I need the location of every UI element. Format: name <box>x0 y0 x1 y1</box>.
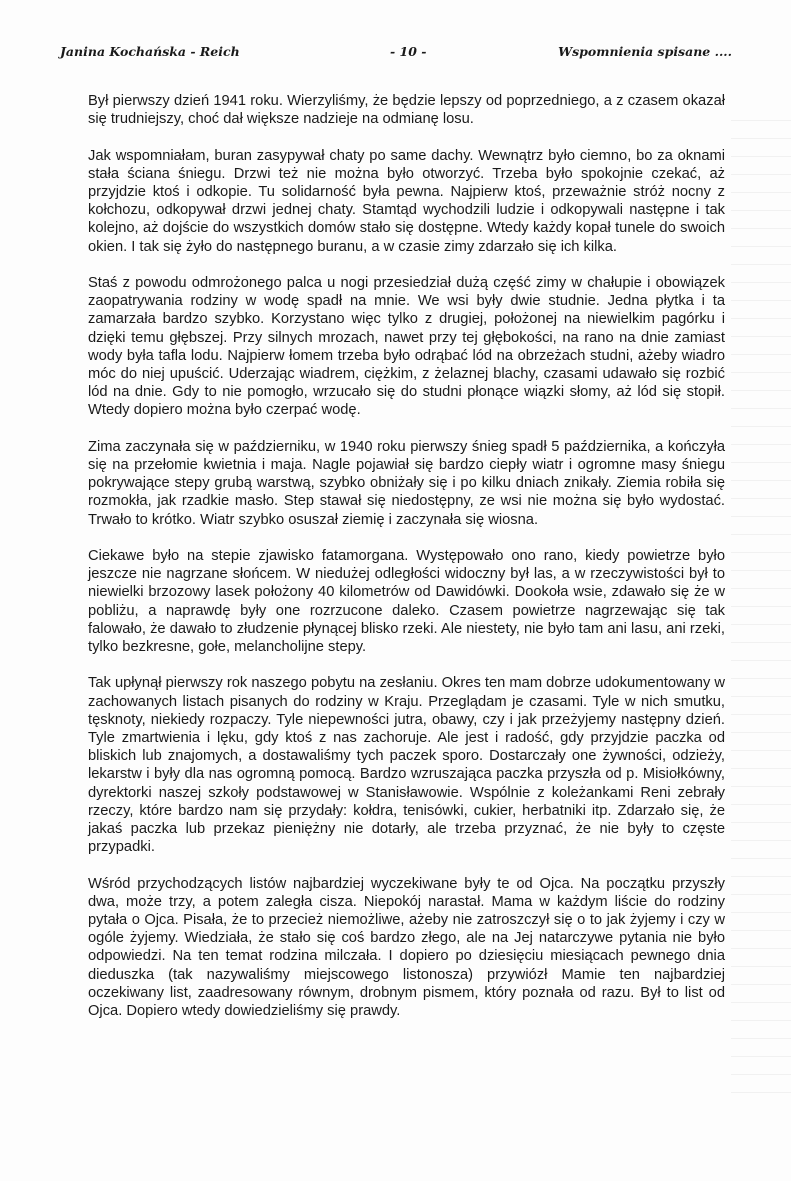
paragraph-6: Tak upłynął pierwszy rok naszego pobytu na zesłaniu. Okres ten mam dobrze udokumentowany w zachowanych listach pisanych do rodziny w Kraju. Przeglądam je czasami. Tyle w nich smutku, tęsknoty, niekiedy rozpaczy. Tyle niepewności jutra, obawy, czy i jak przeżyjemy następny dzień. Tyle zmartwienia i lęku, gdy ktoś z nas zachoruje. Ale jest i radość, gdy przyjdzie paczka od bliskich lub znajomych, a dostawaliśmy tych paczek sporo. Dostarczały one żywności, odzieży, lekarstw i były dla nas ogromną pomocą. Bardzo wzruszająca paczka przyszła od p. Misiołkówny, dyrektorki naszej szkoły podstawowej w Stanisławowie. Wspólnie z koleżankami Reni zebrały rzeczy, które bardzo nam się przydały: kołdra, tenisówki, cukier, herbatniki itp. Zdarzało się, że jakaś paczka lub przekaz pieniężny nie dotarły, ale trzeba przyznać, że nie były to częste przypadki. <box>88 675 725 856</box>
page-header <box>60 44 732 64</box>
paragraph-4: Zima zaczynała się w październiku, w 1940 roku pierwszy śnieg spadł 5 października, a kończyła się na przełomie kwietnia i maja. Nagle pojawiał się bardzo ciepły wiatr i ogromne masy śniegu pokrywające stepy grubą warstwą, szybko obniżały się i po kilku dniach znikały. Ziemia robiła się rozmokła, jak rzadkie masło. Step stawał się niedostępny, ze wsi nie można się było wydostać. Trwało to krótko. Wiatr szybko osuszał ziemię i zaczynała się wiosna. <box>88 438 725 528</box>
header-page-number: - 10 - <box>390 44 427 59</box>
header-author: Janina Kochańska - Reich <box>60 44 240 59</box>
header-series-title: Wspomnienia spisane .... <box>558 44 732 59</box>
document-body <box>88 92 725 1038</box>
paragraph-7: Wśród przychodzących listów najbardziej wyczekiwane były te od Ojca. Na początku przyszły dwa, może trzy, a potem zaległa cisza. Niepokój narastał. Mama w każdym liście do rodziny pytała o Ojca. Pisała, że to przecież niemożliwe, ażeby nie zatroszczył się o to jak żyjemy i czy w ogóle żyjemy. Wiedziała, że stało się coś bardzo złego, ale na Jej natarczywe pytania nie było odpowiedzi. Na ten temat rodzina milczała. I dopiero po dziesięciu miesiącach pewnego dnia dieduszka (tak nazywaliśmy miejscowego listonosza) przywiózł Mamie ten najbardziej oczekiwany list, zaadresowany równym, drobnym pismem, który poznała od razu. Był to list od Ojca. Dopiero wtedy dowiedzieliśmy się prawdy. <box>88 875 725 1020</box>
bleed-through-shadow <box>731 120 791 1100</box>
paragraph-5: Ciekawe było na stepie zjawisko fatamorgana. Występowało ono rano, kiedy powietrze było jeszcze nie nagrzane słońcem. W niedużej odległości widoczny był las, a w rzeczywistości był to niewielki brzozowy lasek położony 40 kilometrów od Dawidówki. Dookoła wsie, zdawało się że w pobliżu, a naprawdę były one rozrzucone daleko. Czasem powietrze nagrzewając się tak falowało, że dawało to złudzenie płynącej blisko rzeki. Ale niestety, nie było tam ani lasu, ani rzeki, tylko bezkresne, gołe, melancholijne stepy. <box>88 548 725 656</box>
paragraph-2: Jak wspomniałam, buran zasypywał chaty po same dachy. Wewnątrz było ciemno, bo za oknami stała ściana śniegu. Drzwi też nie można było otworzyć. Trzeba było spokojnie czekać, aż przyjdzie ktoś i odkopie. Tu solidarność była pewna. Najpierw ktoś, przeważnie stróż nocny z kołchozu, odkopywał drzwi jednej chaty. Stamtąd wychodzili ludzie i odkopywali następne i tak kolejno, aż dojście do wszystkich domów stało się dostępne. Wtedy każdy kopał tunele do swoich okien. I tak się żyło do następnego buranu, a w czasie zimy zdarzało się ich kilka. <box>88 147 725 255</box>
paragraph-1: Był pierwszy dzień 1941 roku. Wierzyliśmy, że będzie lepszy od poprzedniego, a z czasem okazał się trudniejszy, choć dał większe nadzieje na odmianę losu. <box>88 93 725 128</box>
paragraph-3: Staś z powodu odmrożonego palca u nogi przesiedział dużą część zimy w chałupie i obowiązek zaopatrywania rodziny w wodę spadł na mnie. We wsi były dwie studnie. Jedna płytka i ta zamarzała bardzo szybko. Korzystano więc tylko z drugiej, położonej na niewielkim pagórku i dzięki temu głębszej. Przy silnych mrozach, nawet przy tej głębokości, na rano na dnie zamiast wody była tafla lodu. Najpierw łomem trzeba było odrąbać lód na obrzeżach studni, ażeby wiadro móc do niej upuścić. Uderzając wiadrem, ciężkim, z żelaznej blachy, czasami udawało się rozbić lód na dnie. Gdy to nie pomogło, wrzucało się do studni płonące wiązki słomy, aż lód się stopił. Wtedy dopiero można było czerpać wodę. <box>88 275 725 419</box>
